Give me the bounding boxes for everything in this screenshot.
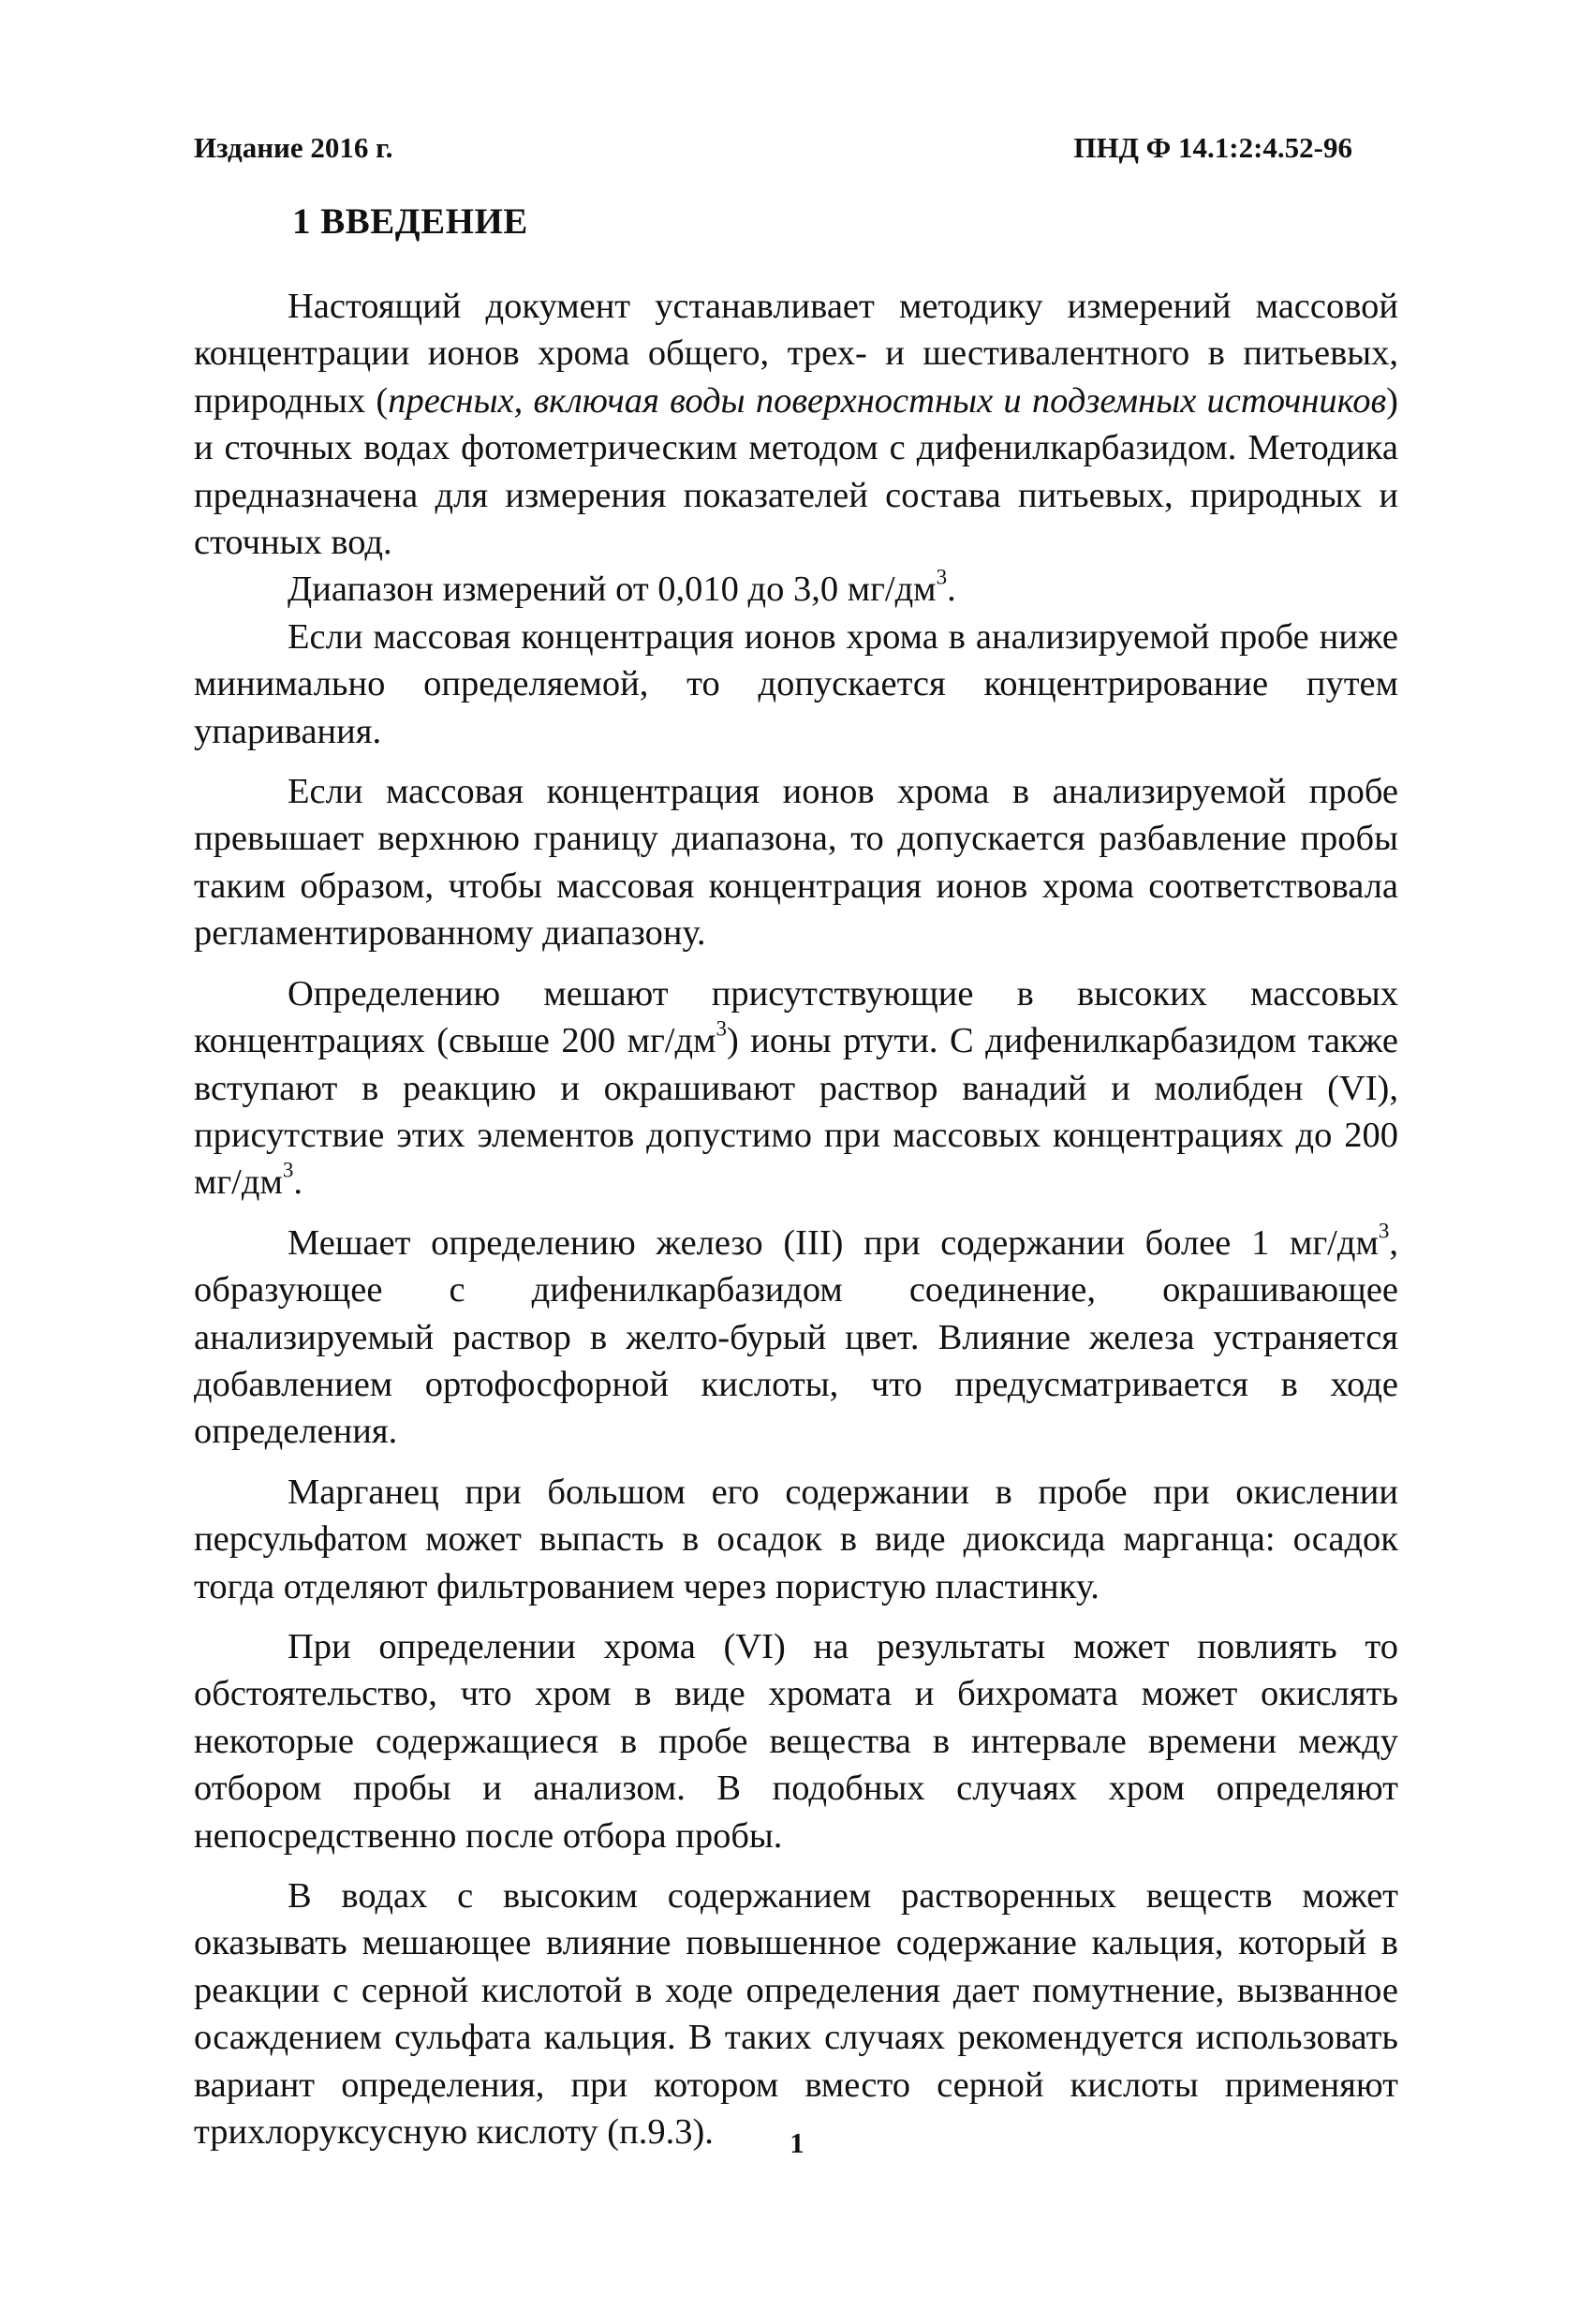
paragraph-interference-mercury-superscript-1: 3 [716,1015,727,1041]
paragraph-calcium: В водах с высоким содержанием растворенных веществ может оказывать мешающее влияние повышенное содержание кальция, который в реакции с серной кислотой в ходе определения дает помутнение, вызванное осаждением сульфата кальция. В таких случаях рекомендуется использовать вариант определения, при котором вместо серной кислоты применяют трихлоруксусную кислоту (п.9.3). [194,1876,1398,2153]
paragraph-interference-iron-text-b: , образующее с дифенилкарбазидом соединение, окрашивающее анализируемый раствор в желто-бурый цвет. Влияние железа устраняется добавлением ортофосфорной кислоты, что предусматривается в ходе определения. [194,1222,1398,1452]
paragraph-scope [194,283,1398,566]
section-title: 1 ВВЕДЕНИЕ [292,201,528,242]
paragraph-interference-mercury-text-a: Определению мешают присутствующие в высоких массовых концентрациях (свыше 200 мг/дм [194,973,1398,1061]
paragraph-interference-iron [194,1220,1398,1456]
paragraph-range [194,566,1398,613]
paragraph-interference-iron-superscript: 3 [1378,1218,1390,1243]
paragraph-range-text-b: . [947,570,956,610]
paragraph-concentration-low: Если массовая концентрация ионов хрома в анализируемой пробе ниже минимально определяемой, то допускается концентрирование путем упаривания. [194,616,1398,751]
paragraph-concentration-high: Если массовая концентрация ионов хрома в анализируемой пробе превышает верхнюю границу диапазона, то допускается разбавление пробы таким образом, чтобы массовая концентрация ионов хрома соответствовала регламентированному диапазону. [194,772,1398,954]
paragraph-interference-mercury-text-c: . [293,1162,303,1203]
paragraph-chromium-vi: При определении хрома (VI) на результаты может повлиять то обстоятельство, что хром в виде хромата и бихромата может окислять некоторые содержащиеся в пробе вещества в интервале времени между отбором пробы и анализом. В подобных случаях хром определяют непосредственно после отбора пробы. [194,1626,1398,1856]
edition-header: Издание 2016 г. [194,131,393,164]
paragraph-interference-manganese: Марганец при большом его содержании в пробе при окислении персульфатом может выпасть в осадок в виде диоксида марганца: осадок тогда отделяют фильтрованием через пористую пластинку. [194,1472,1398,1606]
page-number: 1 [790,2126,804,2159]
paragraph-interference-iron-text-a: Мешает определению железо (III) при содержании более 1 мг/дм [288,1222,1379,1263]
paragraph-scope-italic: пресных, включая воды поверхностных и подземных источников [388,380,1387,421]
paragraph-range-text-a: Диапазон измерений от 0,010 до 3,0 мг/дм [288,570,937,610]
paragraph-interference-mercury-text-b: ) ионы ртути. С дифенилкарбазидом также вступают в реакцию и окрашивают раствор ванадий и молибден (VI), присутствие этих элементов допустимо при массовых концентрациях до 200 мг/дм [194,1021,1398,1203]
section-body [194,283,1398,2155]
document-code-header: ПНД Ф 14.1:2:4.52-96 [1073,131,1352,164]
paragraph-scope-text-a: Настоящий документ устанавливает методику измерений массовой концентрации ионов хрома общего, трех- и шестивалентного в питьевых, природных ( [194,287,1398,421]
paragraph-interference-mercury [194,970,1398,1206]
paragraph-scope-text-b: ) и сточных водах фотометрическим методом с дифенилкарбазидом. Методика предназначена для измерения показателей состава питьевых, природных и сточных вод. [194,380,1398,563]
paragraph-interference-mercury-superscript-2: 3 [282,1158,294,1182]
paragraph-range-superscript: 3 [936,565,948,590]
